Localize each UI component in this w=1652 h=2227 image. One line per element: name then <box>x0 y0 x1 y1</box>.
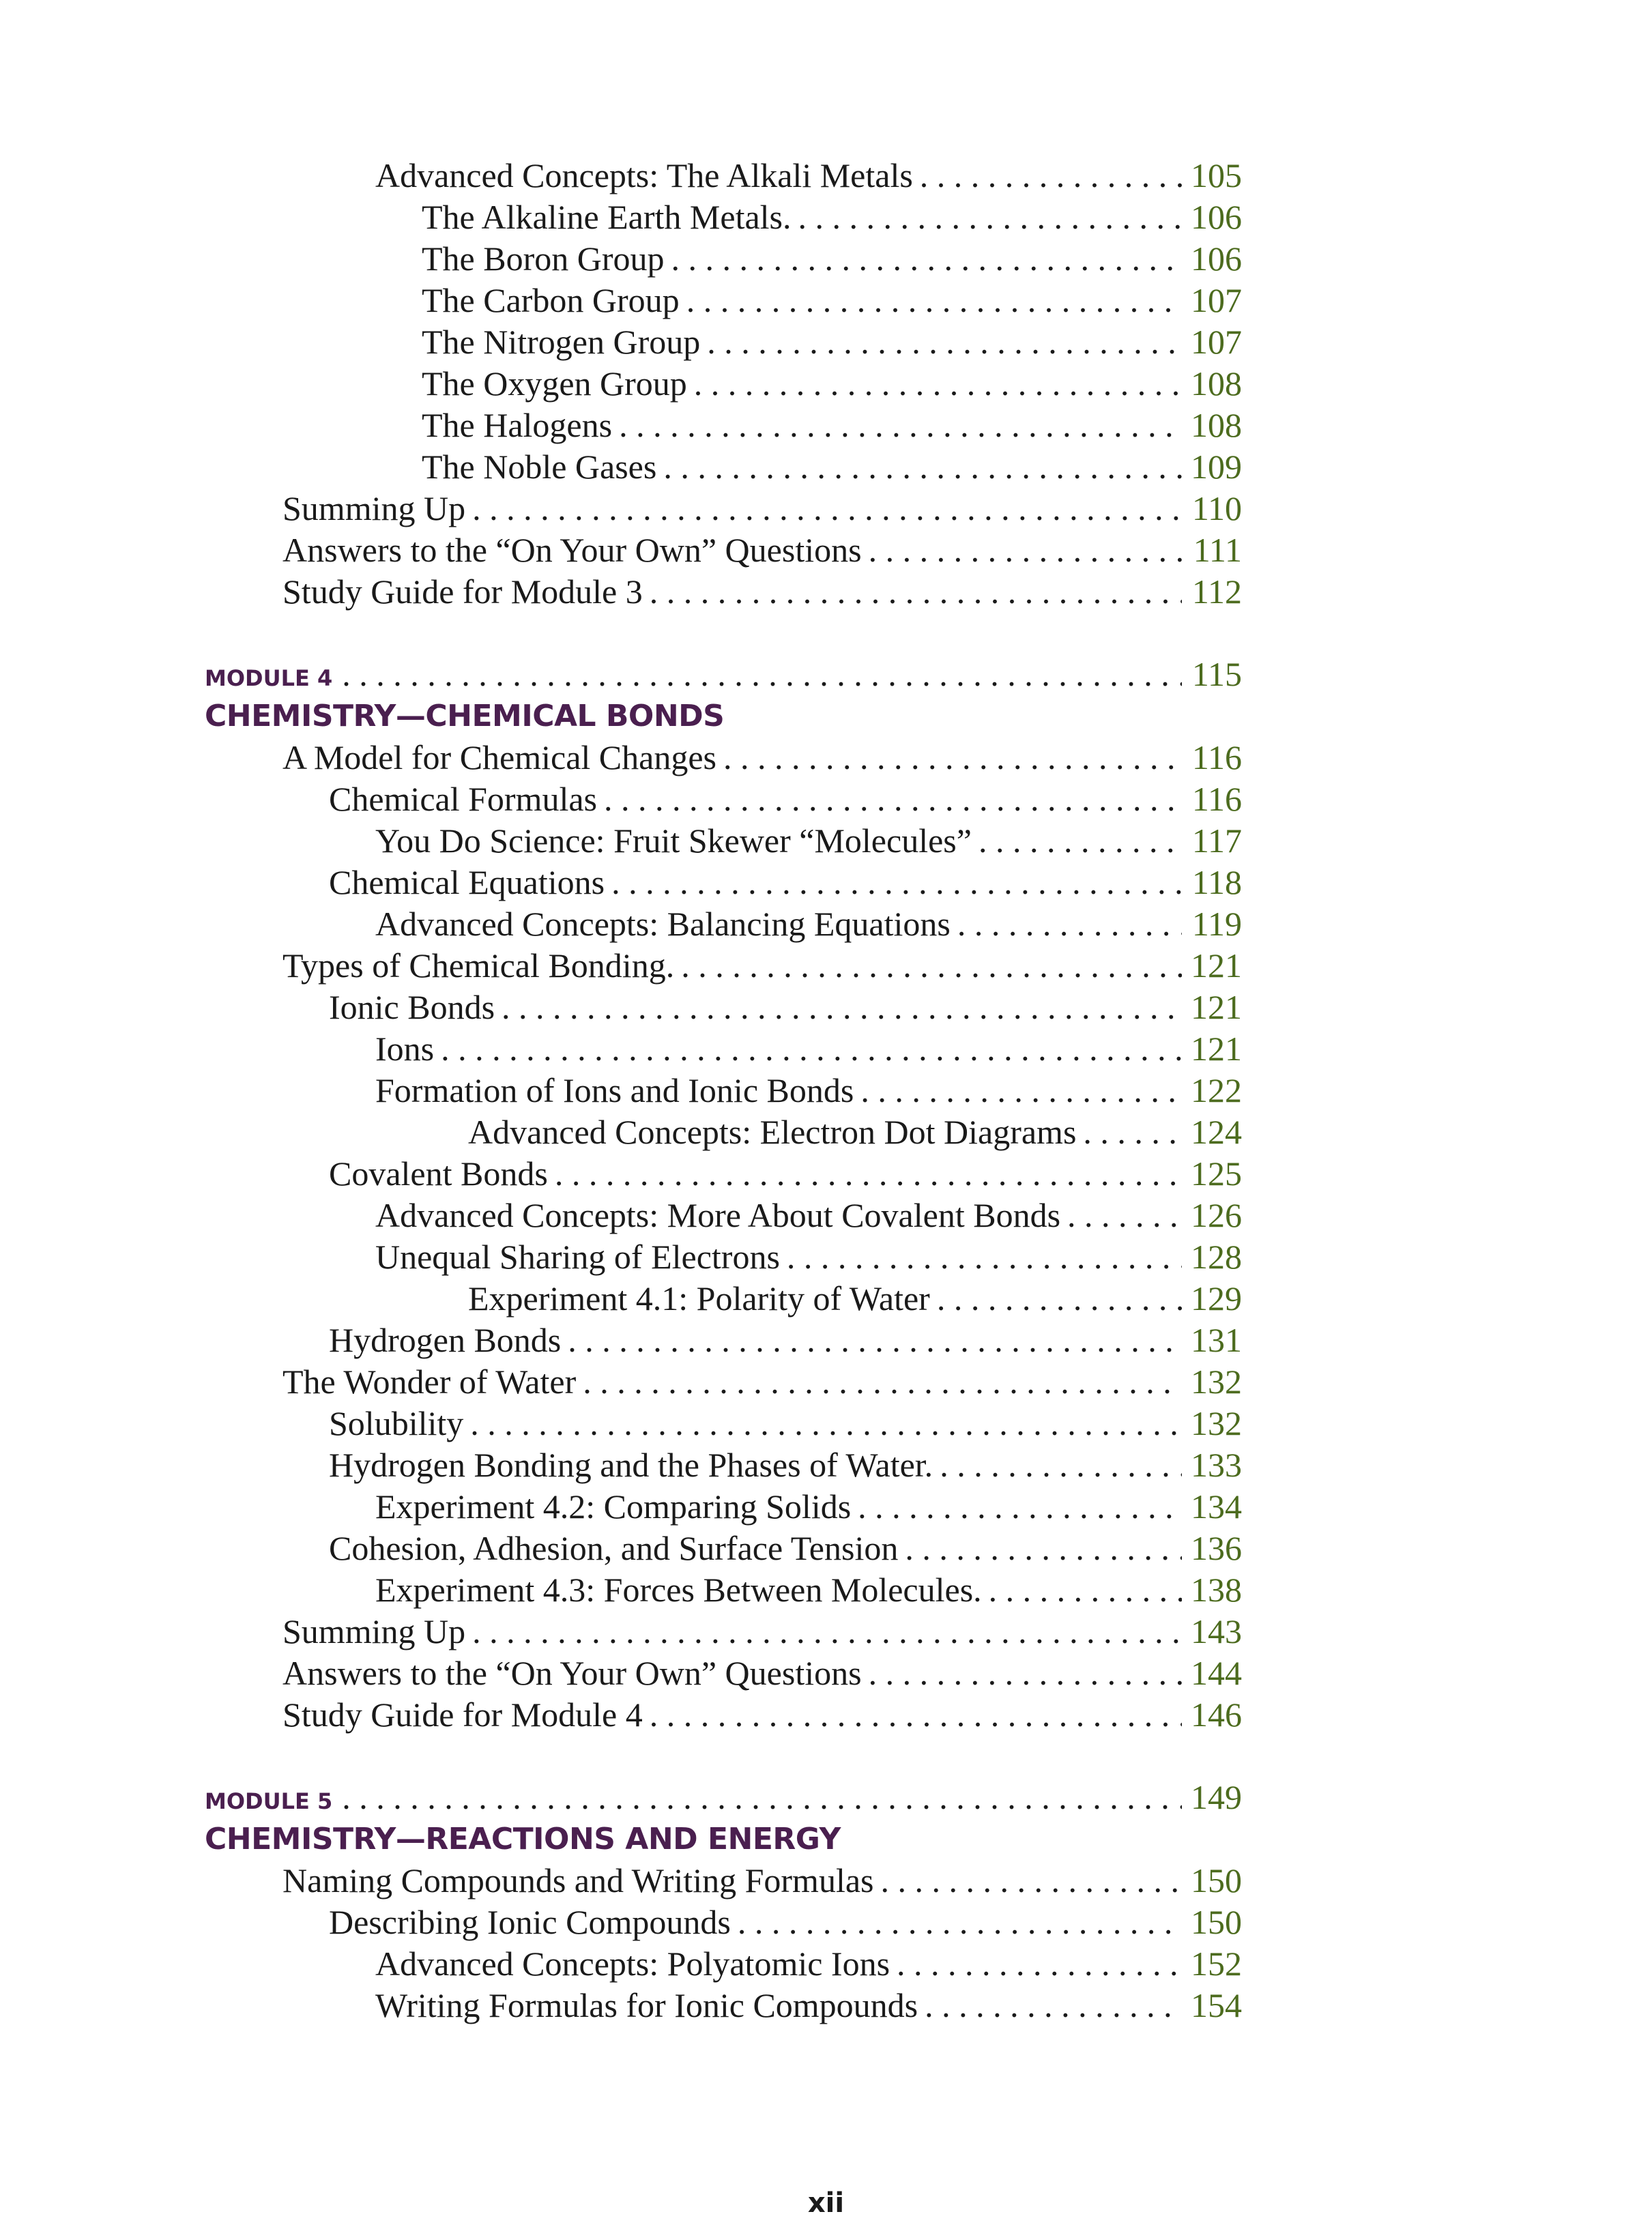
toc-entry-title: Experiment 4.2: Comparing Solids <box>375 1487 852 1526</box>
module-5-header[interactable] <box>205 1777 1242 1818</box>
toc-entry-title: Unequal Sharing of Electrons <box>375 1238 780 1276</box>
toc-entry-page: 152 <box>1191 1945 1242 1983</box>
toc-entry-page: 110 <box>1191 489 1242 527</box>
toc-entry-title: Chemical Formulas <box>329 780 597 818</box>
dot-leader <box>472 489 1182 528</box>
toc-entry-page: 107 <box>1191 323 1242 361</box>
module-4-entries <box>205 738 1242 1736</box>
dot-leader <box>671 239 1183 278</box>
toc-entry-title: Ions <box>375 1030 435 1068</box>
toc-entry[interactable] <box>205 530 1242 572</box>
toc-entry-page: 119 <box>1191 905 1242 943</box>
toc-entry[interactable] <box>205 987 1242 1029</box>
toc-entry-title: Answers to the “On Your Own” Questions <box>282 531 862 569</box>
dot-leader <box>860 1071 1182 1110</box>
dot-leader <box>342 1777 1182 1817</box>
dot-leader <box>940 1445 1182 1485</box>
toc-entry[interactable] <box>205 322 1242 364</box>
dot-leader <box>604 779 1182 819</box>
toc-entry[interactable] <box>205 1403 1242 1445</box>
toc-entry-title: Experiment 4.1: Polarity of Water <box>468 1279 930 1318</box>
module-5-entries <box>205 1861 1242 2027</box>
dot-leader <box>502 987 1182 1027</box>
dot-leader <box>897 1944 1182 1983</box>
toc-entry[interactable] <box>205 1570 1242 1612</box>
toc-entry-page: 112 <box>1191 572 1242 611</box>
toc-entry-page: 124 <box>1191 1113 1242 1151</box>
dot-leader <box>869 1653 1182 1693</box>
toc-entry[interactable] <box>205 1279 1242 1320</box>
toc-entry-title: Summing Up <box>282 1612 466 1650</box>
module-5-section <box>205 1777 1242 2027</box>
toc-entry-page: 108 <box>1191 364 1242 403</box>
toc-entry-title: Types of Chemical Bonding. <box>282 946 675 985</box>
toc-entry[interactable] <box>205 1695 1242 1736</box>
toc-entry-page: 126 <box>1191 1196 1242 1234</box>
dot-leader <box>441 1029 1182 1068</box>
module-5-title: CHEMISTRY—REACTIONS AND ENERGY <box>205 1822 841 1857</box>
toc-entry[interactable] <box>205 405 1242 447</box>
dot-leader <box>663 447 1182 486</box>
module-4-header[interactable] <box>205 654 1242 695</box>
toc-entry-title: A Model for Chemical Changes <box>282 738 716 776</box>
toc-entry-page: 105 <box>1191 156 1242 194</box>
toc-entry[interactable] <box>205 1528 1242 1570</box>
toc-entry[interactable] <box>205 862 1242 904</box>
toc-entry[interactable] <box>205 1071 1242 1112</box>
dot-leader <box>472 1612 1182 1651</box>
toc-entry-page: 111 <box>1193 531 1242 569</box>
toc-entry-page: 106 <box>1191 239 1242 278</box>
dot-leader <box>937 1279 1182 1318</box>
dot-leader <box>470 1403 1182 1443</box>
toc-entry-title: Advanced Concepts: The Alkali Metals <box>375 156 913 194</box>
dot-leader <box>723 738 1182 777</box>
toc-entry-title: The Oxygen Group <box>422 364 687 403</box>
toc-entry[interactable] <box>205 1029 1242 1071</box>
toc-entry[interactable] <box>205 738 1242 779</box>
toc-entry-page: 132 <box>1191 1363 1242 1401</box>
toc-entry[interactable] <box>205 572 1242 613</box>
toc-entry[interactable] <box>205 239 1242 280</box>
toc-entry-title: Hydrogen Bonds <box>329 1321 562 1359</box>
toc-entry-title: Advanced Concepts: Balancing Equations <box>375 905 951 943</box>
dot-leader <box>869 530 1182 570</box>
toc-entry-title: Answers to the “On Your Own” Questions <box>282 1654 862 1692</box>
toc-entry[interactable] <box>205 1154 1242 1195</box>
toc-entry-title: Ionic Bonds <box>329 988 495 1026</box>
toc-entry[interactable] <box>205 489 1242 530</box>
dot-leader <box>686 280 1182 320</box>
toc-entry-title: The Boron Group <box>422 239 665 278</box>
toc-entry-title: Formation of Ions and Ionic Bonds <box>375 1071 854 1109</box>
toc-entry-page: 138 <box>1191 1571 1242 1609</box>
dot-leader <box>920 156 1182 195</box>
toc-entry[interactable] <box>205 1487 1242 1528</box>
dot-leader <box>568 1320 1182 1360</box>
toc-entry-title: Naming Compounds and Writing Formulas <box>282 1861 874 1900</box>
dot-leader <box>1067 1195 1182 1235</box>
toc-entry-page: 106 <box>1191 198 1242 236</box>
toc-entry[interactable] <box>205 156 1242 197</box>
dot-leader <box>1083 1112 1182 1152</box>
toc-entry-title: Describing Ionic Compounds <box>329 1903 731 1941</box>
toc-entry[interactable] <box>205 1195 1242 1237</box>
toc-entry-page: 107 <box>1191 281 1242 319</box>
dot-leader <box>925 1985 1182 2025</box>
toc-entry-page: 143 <box>1191 1612 1242 1650</box>
toc-entry-page: 121 <box>1191 946 1242 985</box>
toc-entry-title: You Do Science: Fruit Skewer “Molecules” <box>375 821 972 860</box>
toc-entry-page: 116 <box>1191 738 1242 776</box>
toc-entry-title: The Nitrogen Group <box>422 323 701 361</box>
toc-entry-page: 108 <box>1191 406 1242 444</box>
dot-leader <box>694 364 1182 403</box>
dot-leader <box>650 572 1182 611</box>
dot-leader <box>555 1154 1182 1193</box>
dot-leader <box>989 1570 1182 1610</box>
toc-entry[interactable] <box>205 1445 1242 1487</box>
toc-entry-title: The Noble Gases <box>422 448 657 486</box>
toc-entry-title: Advanced Concepts: Polyatomic Ions <box>375 1945 890 1983</box>
module-4-label: MODULE 4 <box>205 665 333 691</box>
dot-leader <box>681 946 1182 985</box>
toc-entry-page: 117 <box>1191 821 1242 860</box>
toc-entry-page: 128 <box>1191 1238 1242 1276</box>
dot-leader <box>738 1902 1182 1942</box>
toc-entry[interactable] <box>205 1944 1242 1985</box>
toc-entry-title: The Wonder of Water <box>282 1363 577 1401</box>
toc-entry[interactable] <box>205 197 1242 239</box>
dot-leader <box>858 1487 1182 1526</box>
module-5-label: MODULE 5 <box>205 1788 333 1814</box>
toc-entry-title: The Halogens <box>422 406 613 444</box>
toc-entry[interactable] <box>205 1320 1242 1362</box>
dot-leader <box>979 821 1182 860</box>
dot-leader <box>342 654 1182 694</box>
dot-leader <box>611 862 1182 902</box>
toc-entry-page: 116 <box>1191 780 1242 818</box>
toc-entry-page: 133 <box>1191 1446 1242 1484</box>
toc-entry-page: 132 <box>1191 1404 1242 1442</box>
toc-entry-page: 146 <box>1191 1695 1242 1734</box>
toc-entry[interactable] <box>205 1861 1242 1902</box>
toc-entry[interactable] <box>205 946 1242 987</box>
toc-entry-title: Study Guide for Module 4 <box>282 1695 643 1734</box>
toc-entry[interactable] <box>205 447 1242 489</box>
toc-entry-page: 150 <box>1191 1861 1242 1900</box>
toc-entry[interactable] <box>205 1612 1242 1653</box>
toc-entry-title: The Carbon Group <box>422 281 680 319</box>
toc-entry-page: 121 <box>1191 1030 1242 1068</box>
toc-entry[interactable] <box>205 280 1242 322</box>
toc-entry-page: 136 <box>1191 1529 1242 1567</box>
page-number: xii <box>807 2187 845 2219</box>
dot-leader <box>905 1528 1182 1568</box>
dot-leader <box>957 904 1182 944</box>
toc-continued-section <box>205 156 1242 613</box>
module-5-page: 149 <box>1191 1778 1242 1816</box>
toc-entry-page: 144 <box>1191 1654 1242 1692</box>
toc-entry-page: 134 <box>1191 1487 1242 1526</box>
toc-entry-page: 131 <box>1191 1321 1242 1359</box>
module-4-title: CHEMISTRY—CHEMICAL BONDS <box>205 699 725 733</box>
dot-leader <box>650 1695 1182 1734</box>
toc-entry-title: Solubility <box>329 1404 464 1442</box>
toc-entry[interactable] <box>205 1237 1242 1279</box>
dot-leader <box>583 1362 1182 1401</box>
dot-leader <box>707 322 1182 362</box>
table-of-contents <box>205 156 1242 2027</box>
toc-entry[interactable] <box>205 1653 1242 1695</box>
toc-entry-title: Hydrogen Bonding and the Phases of Water. <box>329 1446 933 1484</box>
toc-entry-page: 129 <box>1191 1279 1242 1318</box>
dot-leader <box>880 1861 1182 1900</box>
toc-entry-page: 121 <box>1191 988 1242 1026</box>
toc-entry[interactable] <box>205 821 1242 862</box>
toc-entry-title: The Alkaline Earth Metals. <box>422 198 792 236</box>
toc-entry-page: 118 <box>1191 863 1242 901</box>
toc-entry-page: 109 <box>1191 448 1242 486</box>
toc-entry-page: 125 <box>1191 1154 1242 1193</box>
dot-leader <box>798 197 1182 237</box>
toc-entry[interactable] <box>205 779 1242 821</box>
toc-entry-title: Chemical Equations <box>329 863 605 901</box>
toc-entry[interactable] <box>205 1902 1242 1944</box>
toc-entry[interactable] <box>205 1362 1242 1403</box>
toc-entry-page: 150 <box>1191 1903 1242 1941</box>
toc-entry[interactable] <box>205 904 1242 946</box>
toc-entry[interactable] <box>205 364 1242 405</box>
toc-entry[interactable] <box>205 1985 1242 2027</box>
toc-entry-title: Study Guide for Module 3 <box>282 572 643 611</box>
dot-leader <box>619 405 1182 445</box>
toc-entry-title: Writing Formulas for Ionic Compounds <box>375 1986 918 2024</box>
module-4-page: 115 <box>1191 655 1242 693</box>
toc-entry-title: Experiment 4.3: Forces Between Molecules. <box>375 1571 982 1609</box>
toc-entry-title: Advanced Concepts: More About Covalent Bonds <box>375 1196 1061 1234</box>
toc-entry-title: Covalent Bonds <box>329 1154 548 1193</box>
toc-entry-page: 122 <box>1191 1071 1242 1109</box>
toc-entry[interactable] <box>205 1112 1242 1154</box>
dot-leader <box>787 1237 1182 1277</box>
toc-entry-title: Cohesion, Adhesion, and Surface Tension <box>329 1529 899 1567</box>
toc-entry-title: Advanced Concepts: Electron Dot Diagrams <box>468 1113 1077 1151</box>
toc-entry-page: 154 <box>1191 1986 1242 2024</box>
toc-entry-title: Summing Up <box>282 489 466 527</box>
module-4-section <box>205 654 1242 1736</box>
